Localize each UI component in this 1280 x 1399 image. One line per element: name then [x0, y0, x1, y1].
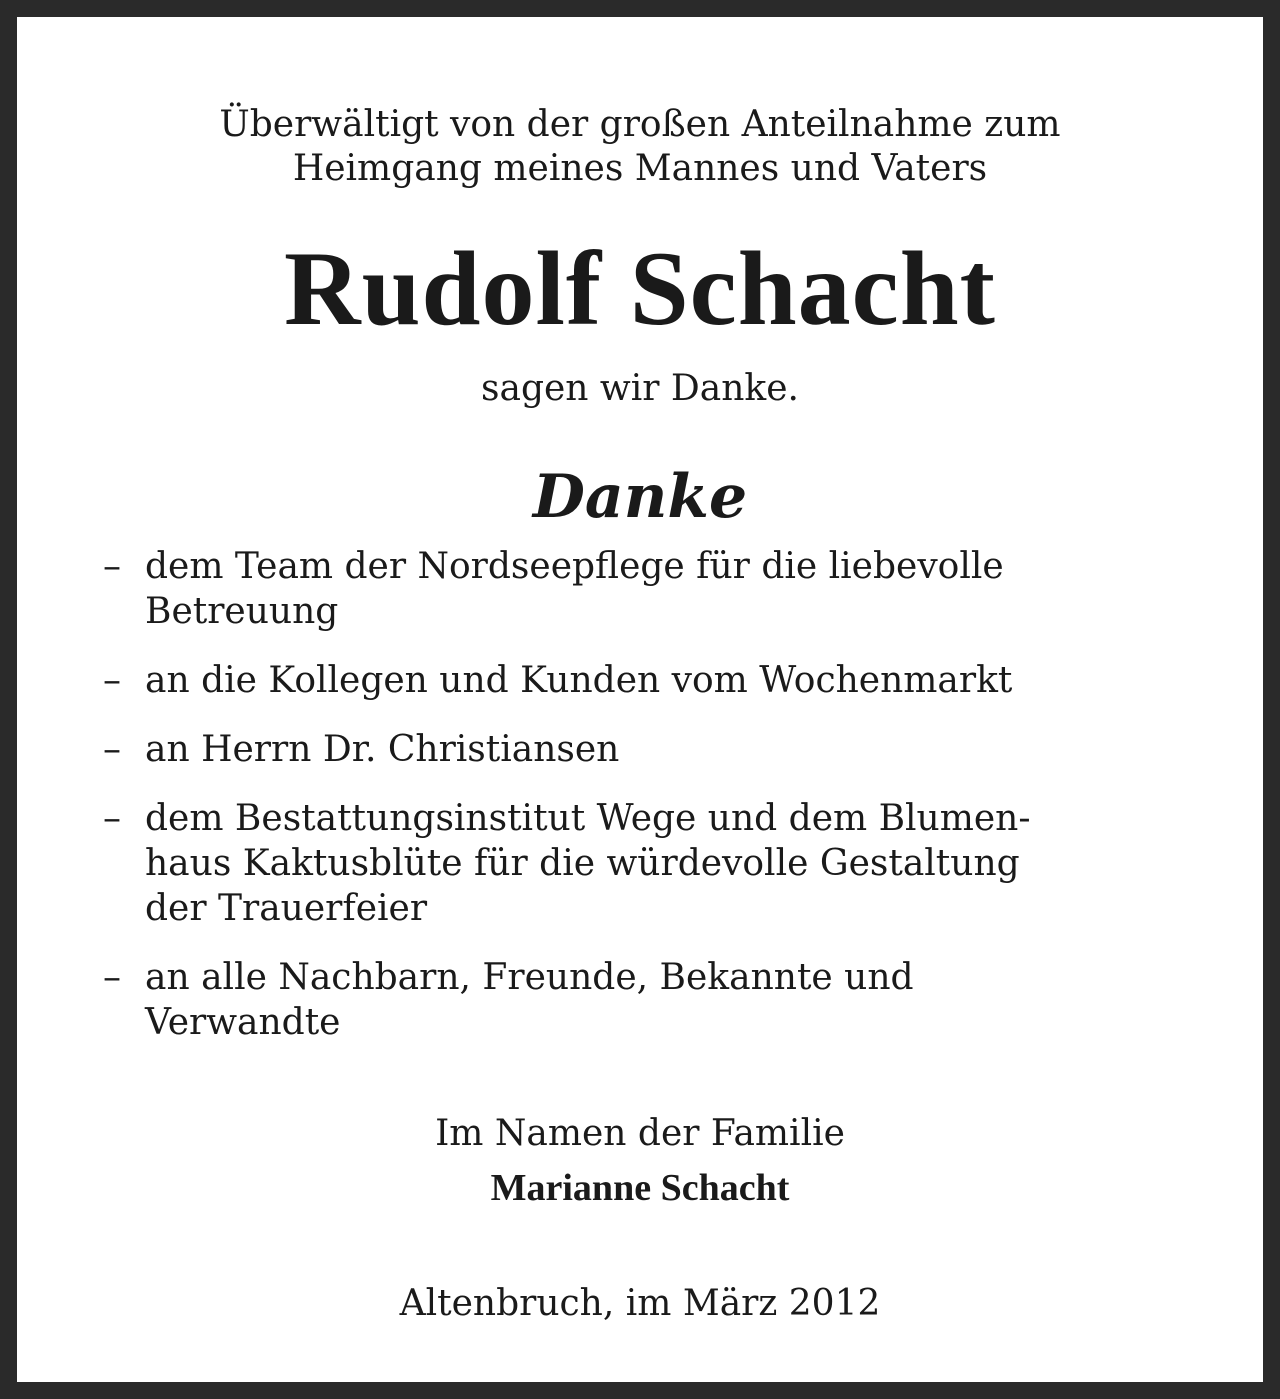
- dash-marker: –: [103, 729, 121, 770]
- list-item-line: dem Team der Nordseepflege für die liebevolle: [145, 546, 1004, 587]
- list-item: [103, 544, 1213, 634]
- thanks-list: [103, 544, 1213, 1069]
- signoff-line: Im Namen der Familie: [435, 1113, 845, 1154]
- dash-marker: –: [103, 957, 121, 998]
- intro-text: [17, 103, 1263, 191]
- list-item-line: Betreuung: [145, 591, 339, 632]
- list-item: [103, 658, 1213, 703]
- signer-name: Marianne Schacht: [490, 1167, 790, 1209]
- list-item-line: an die Kollegen und Kunden vom Wochenmarkt: [145, 660, 1013, 701]
- thanks-line: sagen wir Danke.: [481, 368, 799, 409]
- signoff: [17, 1106, 1263, 1216]
- list-item: [103, 727, 1213, 772]
- intro-line-1: Überwältigt von der großen Anteilnahme zum: [219, 104, 1061, 145]
- list-item-line: an Herrn Dr. Christiansen: [145, 729, 620, 770]
- dash-marker: –: [103, 660, 121, 701]
- list-item: [103, 796, 1213, 931]
- intro-line-2: Heimgang meines Mannes und Vaters: [292, 148, 988, 189]
- list-item-line: Verwandte: [145, 1002, 341, 1043]
- dash-marker: –: [103, 798, 121, 839]
- list-item-line: dem Bestattungsinstitut Wege und dem Blumen-: [145, 798, 1031, 839]
- danke-heading: Danke: [532, 462, 748, 532]
- list-item: [103, 955, 1213, 1045]
- list-item-line: an alle Nachbarn, Freunde, Bekannte und: [145, 957, 914, 998]
- list-item-line: haus Kaktusblüte für die würdevolle Gestaltung: [145, 843, 1020, 884]
- deceased-name: Rudolf Schacht: [284, 230, 996, 347]
- place-date: Altenbruch, im März 2012: [399, 1283, 881, 1324]
- dash-marker: –: [103, 546, 121, 587]
- list-item-line: der Trauerfeier: [145, 888, 428, 929]
